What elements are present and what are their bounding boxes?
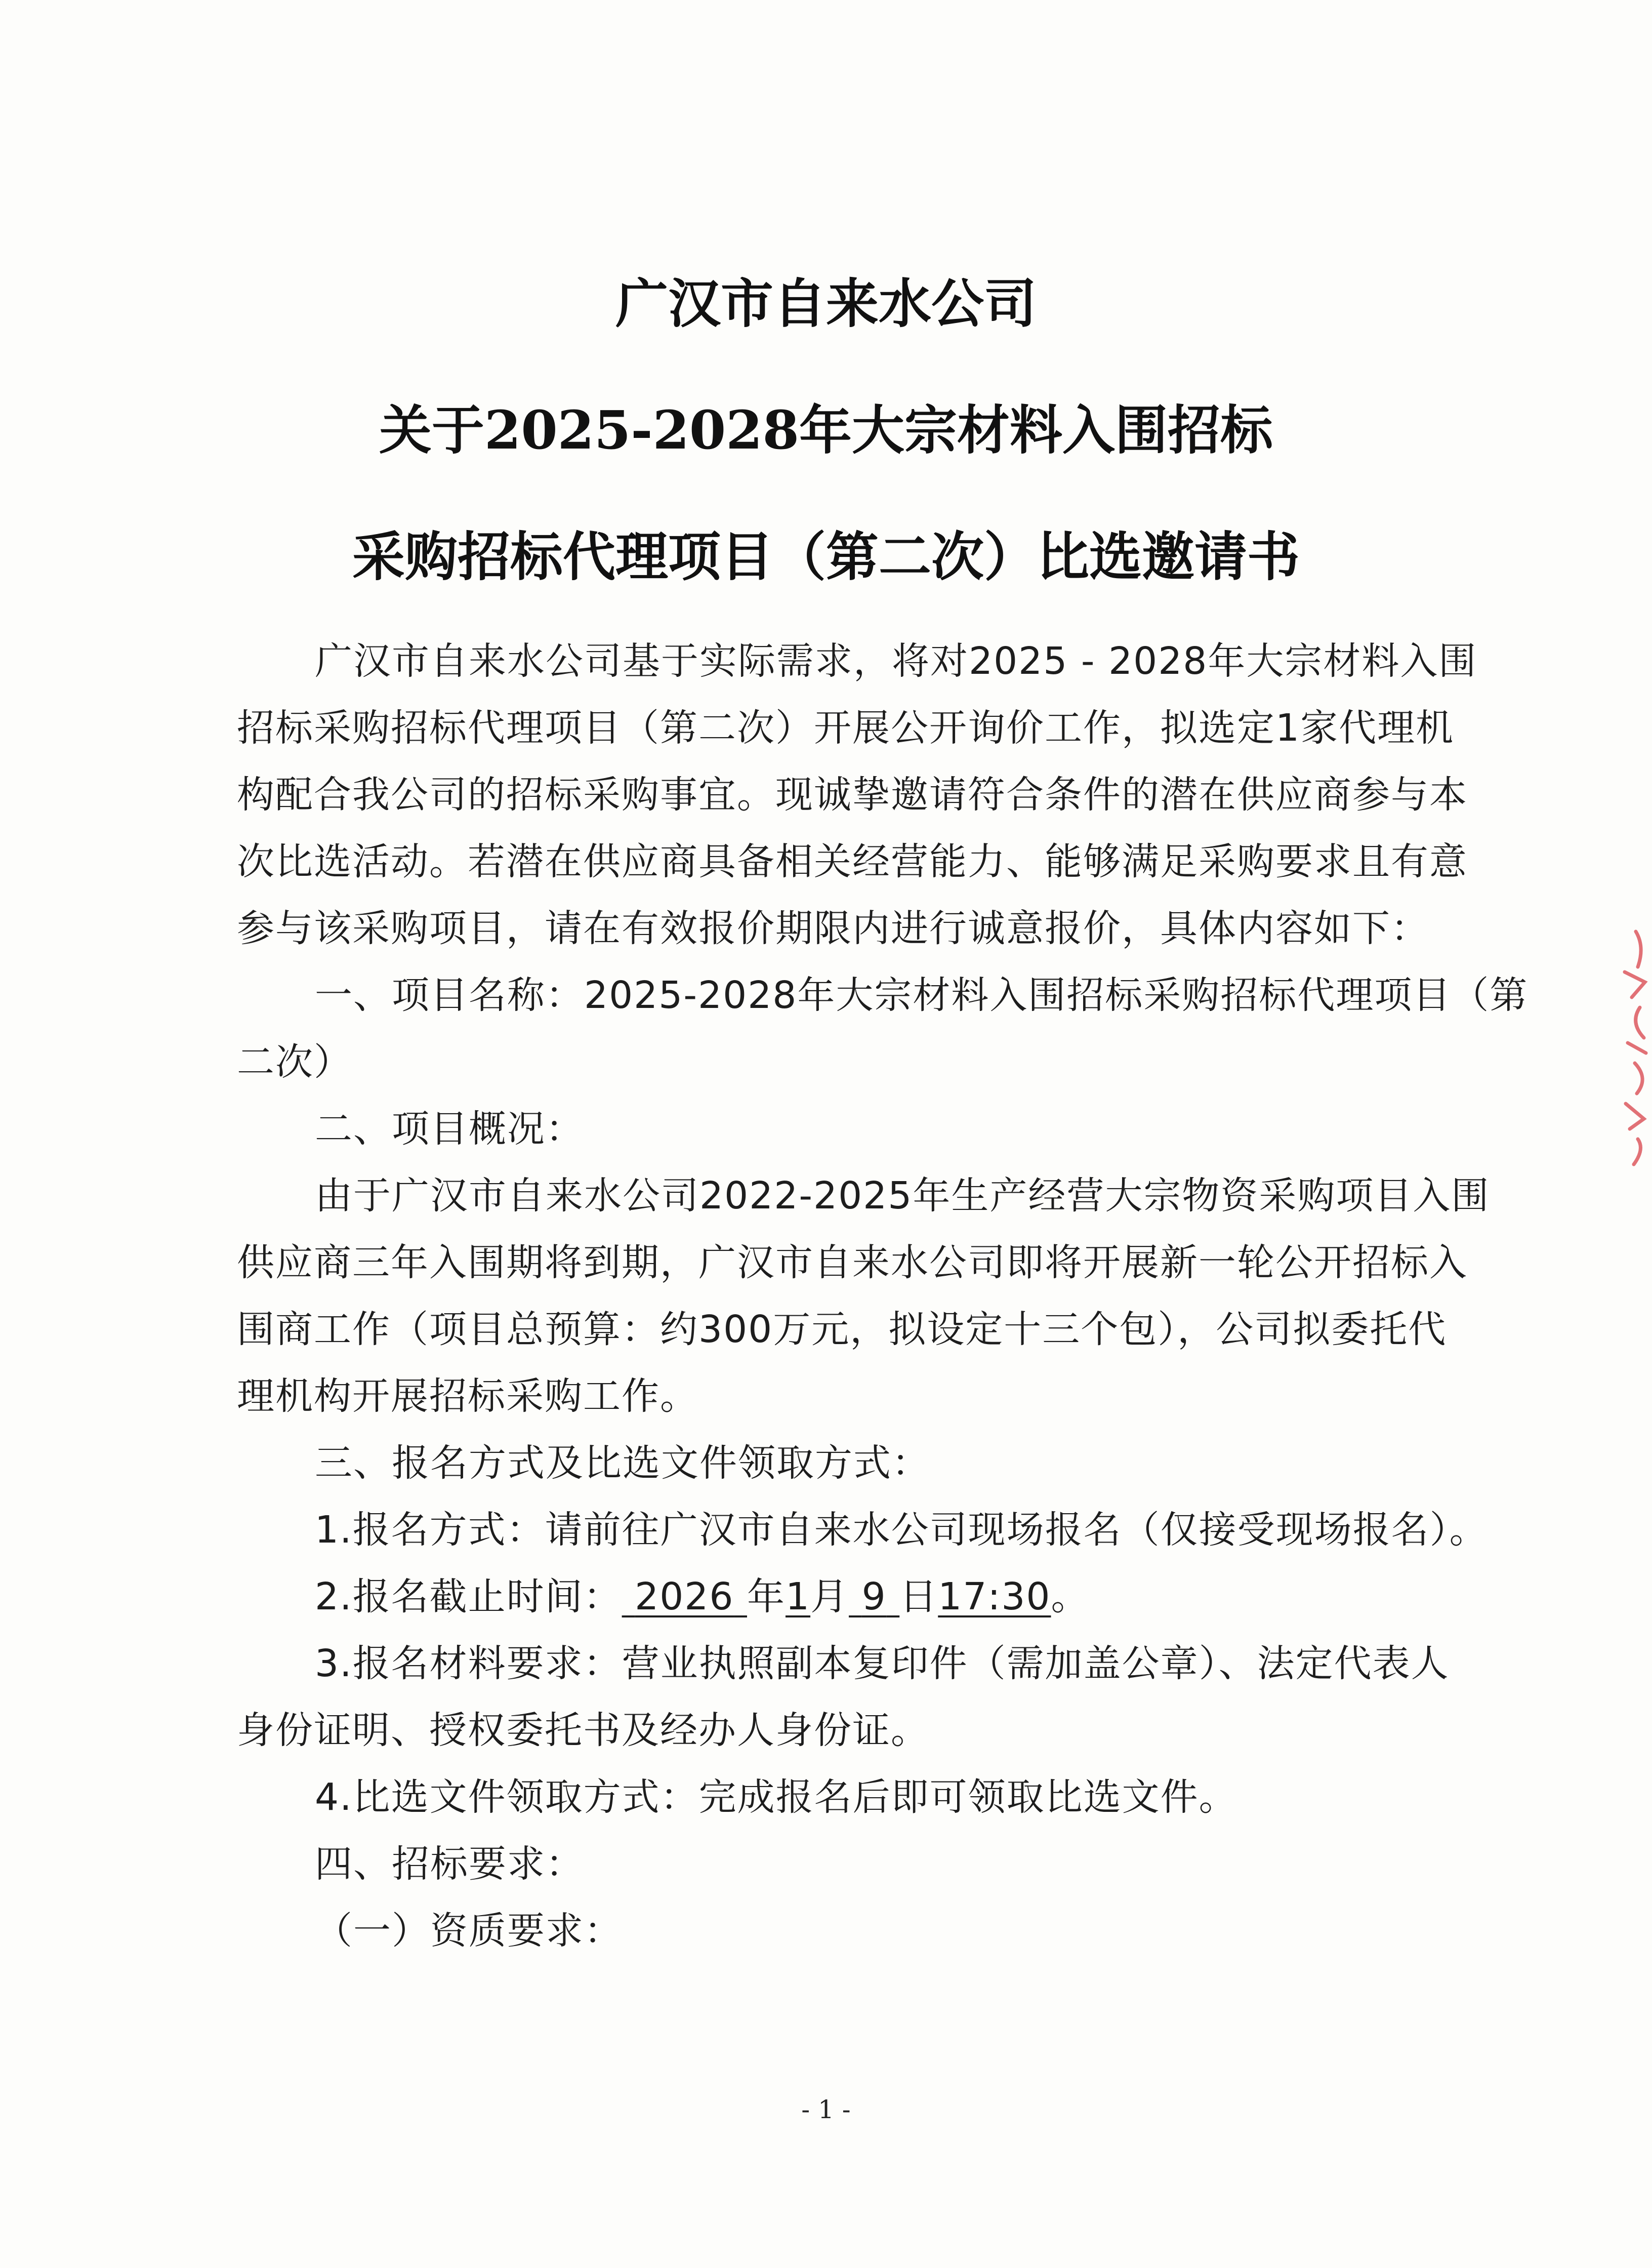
subsection-qualification-heading: （一）资质要求： [315,1909,623,1953]
deadline-month-unit: 月 [810,1575,849,1618]
section-registration-heading: 三、报名方式及比选文件领取方式： [315,1441,930,1485]
registration-materials-line-1: 3.报名材料要求：营业执照副本复印件（需加盖公章）、法定代表人 [315,1642,1450,1685]
page-number: - 1 - [801,2095,851,2124]
section-project-overview-heading: 二、项目概况： [315,1107,584,1151]
paragraph-overview-line-3: 围商工作（项目总预算：约300万元，拟设定十三个包），公司拟委托代 [237,1308,1447,1351]
section-requirements-heading: 四、招标要求： [315,1842,584,1886]
deadline-year-unit: 年 [747,1575,786,1618]
deadline-month: 1 [786,1575,811,1618]
document-collection-method: 4.比选文件领取方式：完成报名后即可领取比选文件。 [315,1775,1237,1819]
paragraph-intro-line-2: 招标采购招标代理项目（第二次）开展公开询价工作，拟选定1家代理机 [237,706,1455,750]
deadline-day-unit: 日 [899,1575,938,1618]
paragraph-intro-line-5: 参与该采购项目，请在有效报价期限内进行诚意报价，具体内容如下： [237,907,1429,950]
deadline-day: 9 [861,1575,887,1618]
registration-deadline-label: 2.报名截止时间： [315,1575,622,1618]
seal-stamp-edge [1589,911,1652,1174]
paragraph-overview-line-1: 由于广汉市自来水公司2022-2025年生产经营大宗物资采购项目入围 [315,1174,1490,1218]
paragraph-overview-line-4: 理机构开展招标采购工作。 [237,1374,698,1418]
paragraph-overview-line-2: 供应商三年入围期将到期，广汉市自来水公司即将开展新一轮公开招标入 [237,1241,1468,1284]
title-line-2: 关于2025-2028年大宗材料入围招标 [379,399,1273,461]
deadline-year: 2026 [635,1575,734,1618]
paragraph-intro-line-1: 广汉市自来水公司基于实际需求，将对2025 - 2028年大宗材料入围 [315,639,1477,683]
registration-method: 1.报名方式：请前往广汉市自来水公司现场报名（仅接受现场报名）。 [315,1508,1488,1552]
deadline-time: 17:30 [938,1575,1051,1618]
section-project-name-cont: 二次） [237,1040,352,1084]
registration-materials-line-2: 身份证明、授权委托书及经办人身份证。 [237,1709,929,1752]
title-line-3: 采购招标代理项目（第二次）比选邀请书 [352,525,1300,588]
registration-deadline [315,1563,1090,1630]
section-project-name: 一、项目名称：2025-2028年大宗材料入围招标采购招标代理项目（第 [315,974,1529,1017]
title-line-1: 广汉市自来水公司 [615,272,1037,335]
paragraph-intro-line-3: 构配合我公司的招标采购事宜。现诚挚邀请符合条件的潜在供应商参与本 [237,773,1468,817]
paragraph-intro-line-4: 次比选活动。若潜在供应商具备相关经营能力、能够满足采购要求且有意 [237,840,1468,883]
deadline-end: 。 [1051,1575,1090,1618]
